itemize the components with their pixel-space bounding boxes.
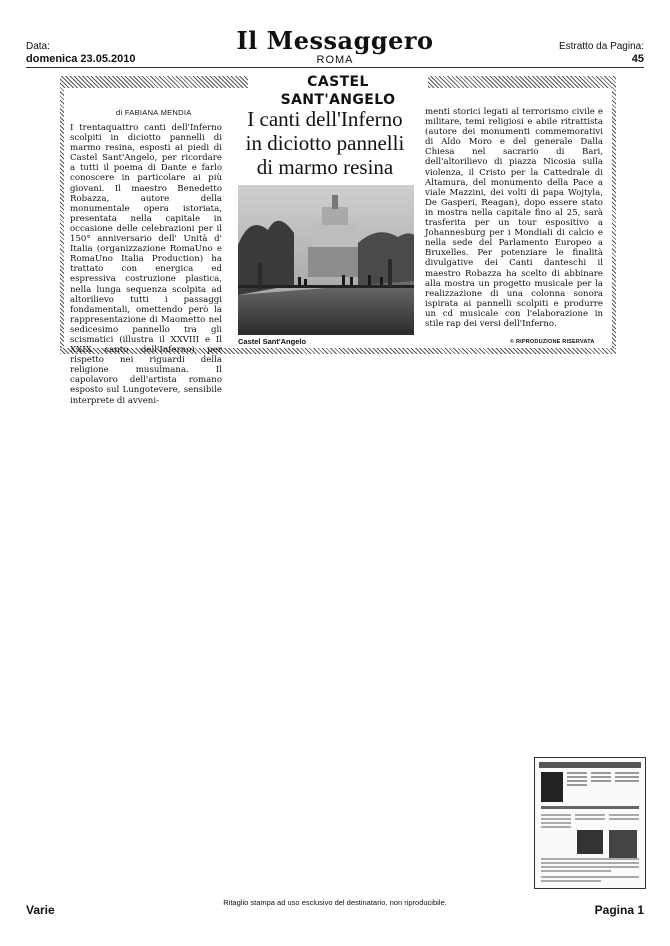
date-value: domenica 23.05.2010 (26, 53, 136, 65)
section-title: CASTEL SANT'ANGELO (248, 73, 428, 91)
right-border (612, 83, 616, 351)
left-border (60, 83, 64, 351)
page-thumbnail (534, 757, 646, 889)
newspaper-city: ROMA (316, 54, 354, 66)
headline-line: di marmo resina (256, 155, 394, 179)
page-thumbnail-graphic (535, 758, 645, 888)
headline-line: I canti dell'Inferno (247, 107, 403, 131)
newspaper-name: Il Messaggero (236, 26, 434, 55)
article-column-1: I trentaquattro canti dell'Inferno scolpiti in diciotto pannelli di marmo resina, esposti ai piedi di Castel Sant'Angelo, per ricordare a tutti il poema di Dante e farlo conoscere in particolare ai più giovani. Il maestro Benedetto Robazza, autore della monumentale opera istoriata, presentata nella capitale in occasione delle celebrazioni per il 150° anniversario dell' Unità d' Italia (organizzazione RomaUno e RomaUno Italia Production) ha trattato con energica ed espressiva costruzione plastica, nella lunga sequenza scolpita ad altorilievo tutti i passaggi fondamentali, omettendo però la rappresentazione di Maometto nel sedicesimo pannello tra gli scismatici (illustra il XXVIII e Il XXIX canto dell'Inferno) per rispetto nei riguardi della religione musulmana. Il capolavoro dell'artista romano esposto sul Lungotevere, sensibile interprete di avveni- (70, 123, 222, 406)
castle-photo-graphic (238, 185, 414, 335)
article-column-2: menti storici legati al terrorismo civile e militare, temi religiosi e abile ritrattista (autore dei monumenti commemorativi di Aldo Moro e del generale Dalla Chiesa nel sacrario di Bari, dell'altorilievo di piazza Nicosia sulla violenza, il Cristo per la Cattedrale di Altamura, del monumento della Pace a viale Mazzini, dei volti di papa Wojtyla, De Gasperi, Reagan), dopo essere stato in mostra nella capitale fino al 25, sarà trasferita per un tour espositivo a Johannesburg per i Mondiali di calcio e nella sede del Parlamento Europeo a Bruxelles. Per potenziare le finalità divulgative dei Canti danteschi il maestro Robazza ha scelto di abbinare alla mostra un progetto musicale per la realizzazione di una colonna sonora ispirata ai pannelli scolpiti e produrre un cd musicale con l'elaborazione in stile rap dei versi dell'Inferno. (425, 107, 603, 329)
extract-block (559, 40, 644, 66)
article-clipping (60, 73, 616, 406)
footer-section: Varie (26, 903, 55, 917)
headline-line: in diciotto pannelli (245, 131, 405, 155)
castle-photo (238, 185, 414, 335)
rights-notice: © RIPRODUZIONE RISERVATA (510, 339, 595, 345)
footer-page-label: Pagina 1 (594, 903, 644, 917)
byline: di FABIANA MENDIA (116, 108, 192, 117)
extract-label: Estratto da Pagina: (558, 41, 644, 52)
header-divider (26, 67, 644, 68)
extract-page-number: 45 (631, 53, 644, 65)
date-label: Data: (26, 41, 50, 52)
footer-notice: Ritaglio stampa ad uso esclusivo del destinatario, non riproducibile. (223, 898, 447, 907)
headline (230, 107, 420, 179)
photo-caption: Castel Sant'Angelo (238, 337, 307, 346)
